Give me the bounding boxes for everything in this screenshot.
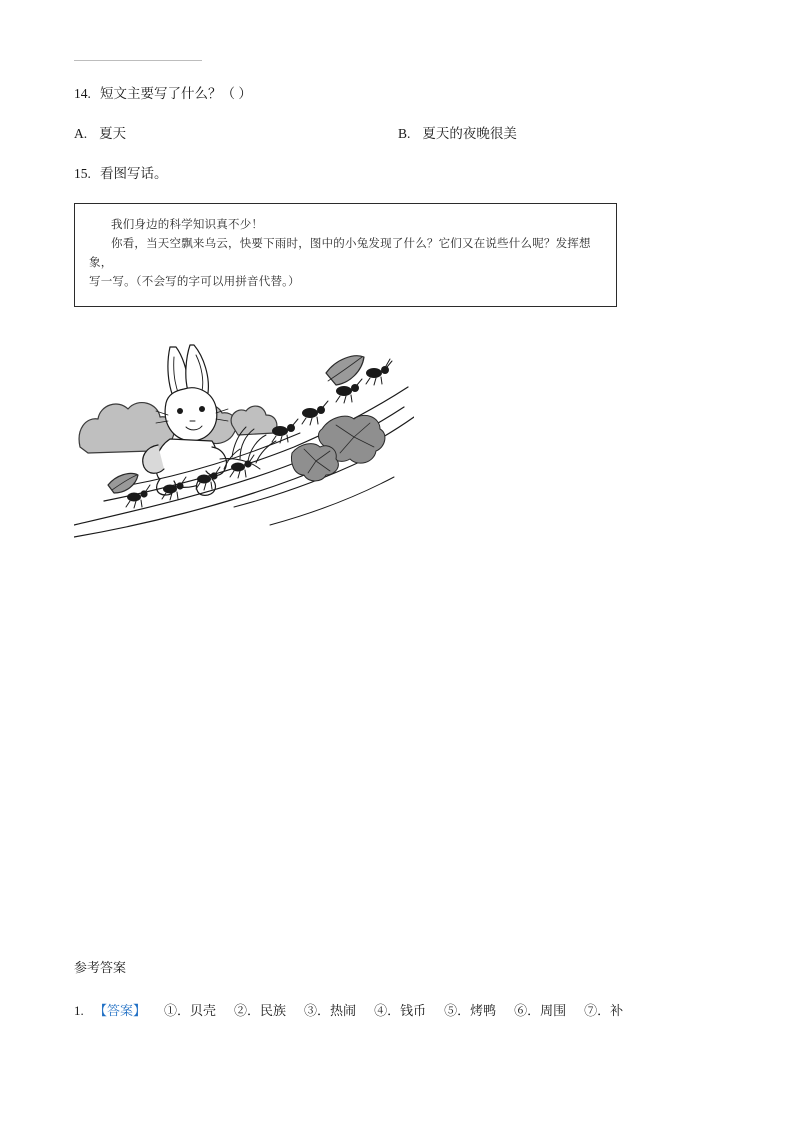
option-a[interactable]	[74, 123, 126, 145]
worksheet-content	[74, 60, 722, 539]
option-b-label: B.	[398, 126, 411, 141]
answer-item-5: ⑤．烤鸭	[444, 1003, 497, 1018]
answer-row-1	[74, 1000, 734, 1022]
question-15	[74, 163, 722, 185]
question-15-number: 15.	[74, 166, 91, 181]
option-b[interactable]	[398, 123, 517, 145]
reference-answers-section	[74, 958, 734, 1022]
prompt-line-2: 你看，当天空飘来乌云，快要下雨时，图中的小兔发现了什么？它们又在说些什么呢？发挥想象，	[89, 238, 591, 269]
answer-tag: 【答案】	[94, 1003, 147, 1018]
option-b-text: 夏天的夜晚很美	[422, 126, 517, 141]
illustration-rabbit-and-ants	[74, 329, 414, 539]
option-a-text: 夏天	[99, 126, 127, 141]
writing-prompt-box	[74, 203, 617, 307]
prompt-line-1: 我们身边的科学知识真不少！	[111, 219, 264, 231]
answer-item-3: ③．热闹	[304, 1003, 357, 1018]
answer-item-1: ①．贝壳	[164, 1003, 217, 1018]
answer-item-4: ④．钱币	[374, 1003, 427, 1018]
reference-answers-title: 参考答案	[74, 960, 127, 975]
answer-line-divider	[74, 60, 202, 61]
question-15-text: 看图写话。	[100, 166, 168, 181]
option-a-label: A.	[74, 126, 88, 141]
question-14	[74, 83, 722, 105]
question-14-options	[74, 123, 722, 145]
answer-row-1-number: 1.	[74, 1003, 84, 1018]
question-14-text: 短文主要写了什么？（ ）	[100, 86, 252, 101]
answer-item-2: ②．民族	[234, 1003, 287, 1018]
question-14-number: 14.	[74, 86, 91, 101]
answer-item-7: ⑦．补	[584, 1003, 624, 1018]
answer-item-6: ⑥．周围	[514, 1003, 567, 1018]
prompt-line-3: 写一写。（不会写的字可以用拼音代替。）	[89, 276, 300, 288]
